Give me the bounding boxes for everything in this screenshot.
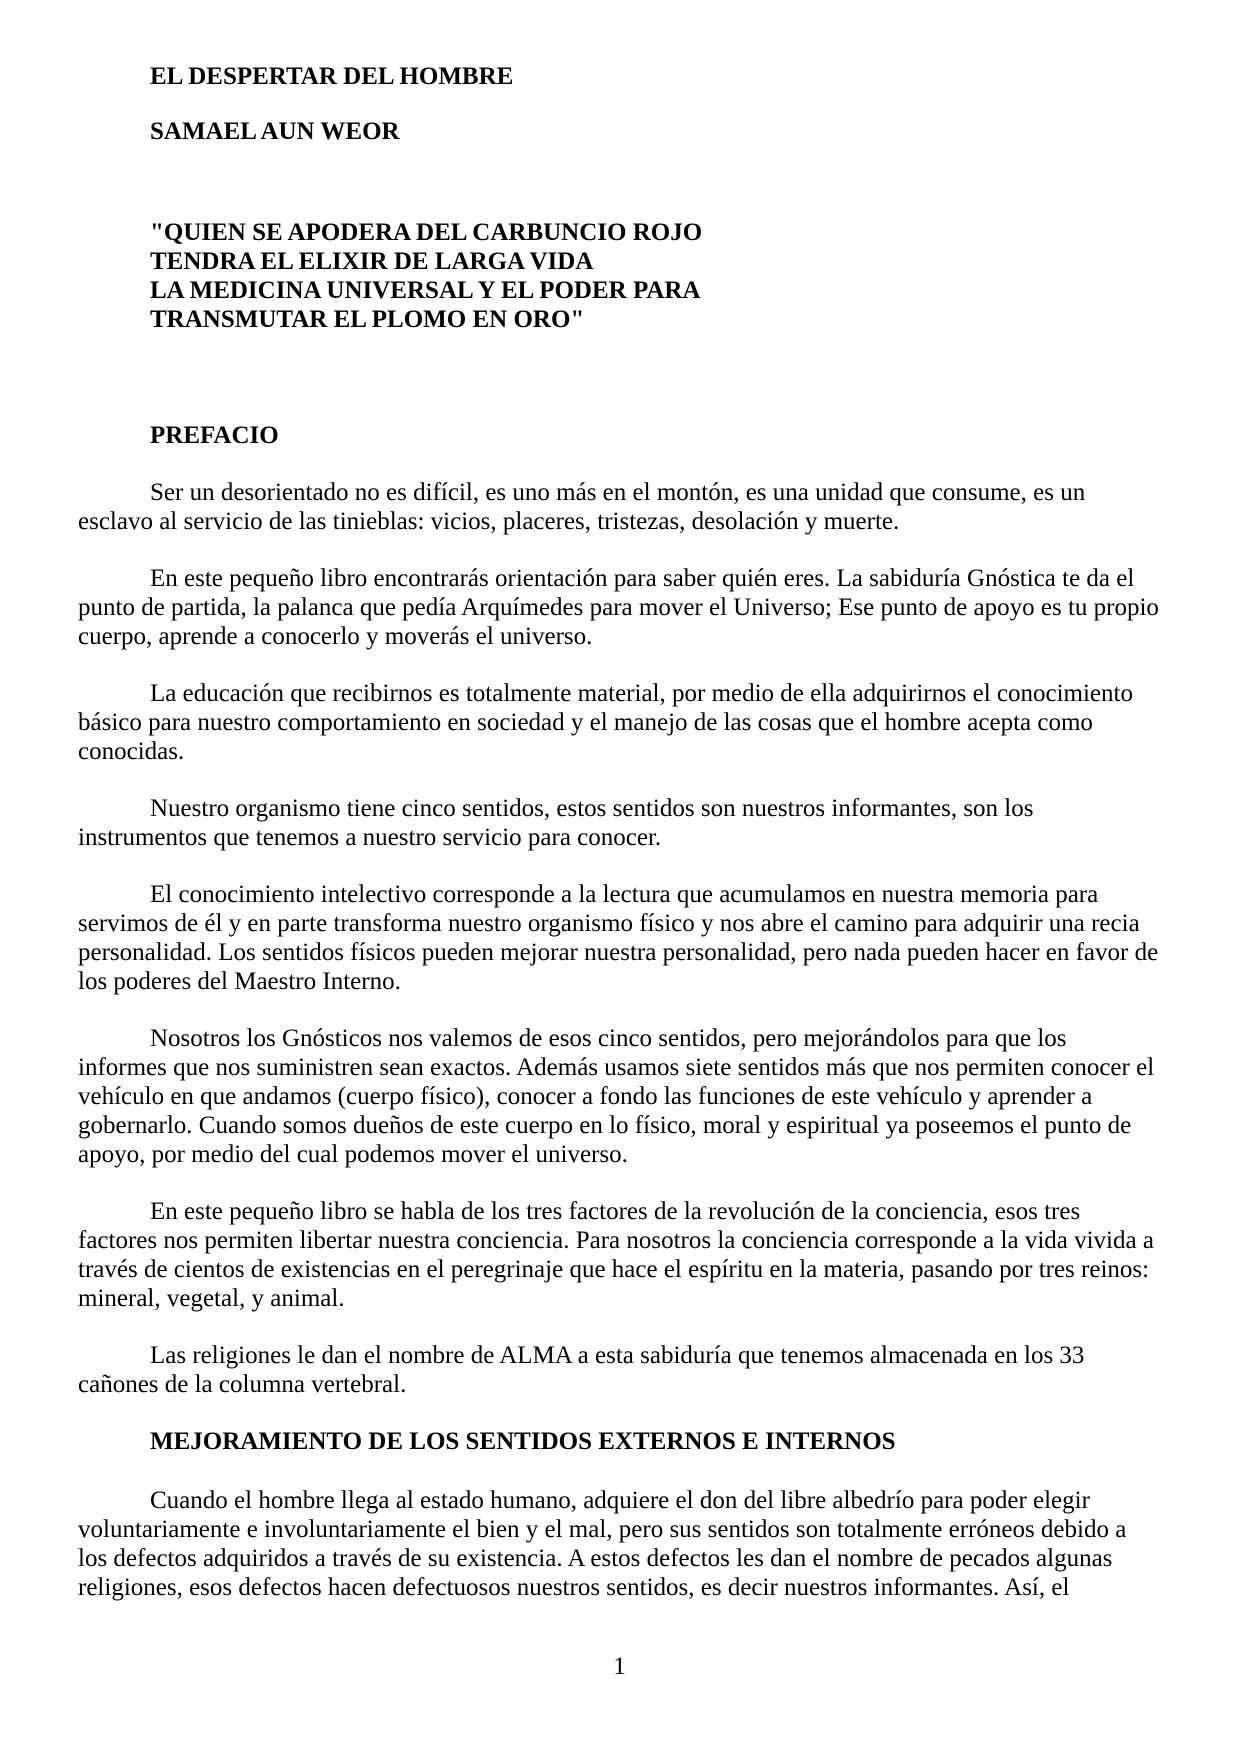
epigraph-line: TRANSMUTAR EL PLOMO EN ORO"	[150, 306, 585, 333]
epigraph-line: TENDRA EL ELIXIR DE LARGA VIDA	[150, 248, 594, 275]
paragraph: Nuestro organismo tiene cinco sentidos, estos sentidos son nuestros informantes, son los instrumentos que tenemos a nuestro servicio para conocer.	[78, 795, 1034, 851]
section-heading-mejoramiento: MEJORAMIENTO DE LOS SENTIDOS EXTERNOS E INTERNOS	[150, 1428, 896, 1455]
paragraph: Las religiones le dan el nombre de ALMA a esta sabiduría que tenemos almacenada en los 33 cañones de la columna vertebral.	[78, 1342, 1085, 1398]
epigraph	[150, 218, 1161, 334]
paragraph: El conocimiento intelectivo corresponde a la lectura que acumulamos en nuestra memoria para servimos de él y en parte transforma nuestro organismo físico y nos abre el camino para adquirir una recia personalidad. Los sentidos físicos pueden mejorar nuestra personalidad, pero nada pueden hacer en favor de los poderes del Maestro Interno.	[78, 881, 1159, 995]
paragraph: Ser un desorientado no es difícil, es uno más en el montón, es una unidad que consume, es un esclavo al servicio de las tinieblas: vicios, placeres, tristezas, desolación y muerte.	[78, 479, 1086, 535]
section-heading-prefacio: PREFACIO	[150, 422, 279, 449]
paragraph: En este pequeño libro se habla de los tres factores de la revolución de la conciencia, esos tres factores nos permiten libertar nuestra conciencia. Para nosotros la conciencia corresponde a la vida vivida a través de cientos de existencias en el peregrinaje que hace el espíritu en la materia, pasando por tres reinos: mineral, vegetal, y animal.	[78, 1198, 1154, 1312]
epigraph-line: "QUIEN SE APODERA DEL CARBUNCIO ROJO	[150, 219, 703, 246]
paragraph: Cuando el hombre llega al estado humano, adquiere el don del libre albedrío para poder elegir voluntariamente e involuntariamente el bien y el mal, pero sus sentidos son totalmente erróneos debido a los defectos adquiridos a través de su existencia. A estos defectos les dan el nombre de pecados algunas religiones, esos defectos hacen defectuosos nuestros sentidos, es decir nuestros informantes. Así, el	[78, 1487, 1127, 1601]
page-number: 1	[613, 1653, 626, 1680]
document-author: SAMAEL AUN WEOR	[150, 118, 400, 145]
document-title: EL DESPERTAR DEL HOMBRE	[150, 63, 514, 90]
paragraph: En este pequeño libro encontrarás orientación para saber quién eres. La sabiduría Gnóstica te da el punto de partida, la palanca que pedía Arquímedes para mover el Universo; Ese punto de apoyo es tu propio cuerpo, aprende a conocerlo y moverás el universo.	[78, 565, 1159, 650]
paragraph: La educación que recibirnos es totalmente material, por medio de ella adquirirnos el conocimiento básico para nuestro comportamiento en sociedad y el manejo de las cosas que el hombre acepta como conocidas.	[78, 680, 1133, 765]
paragraph: Nosotros los Gnósticos nos valemos de esos cinco sentidos, pero mejorándolos para que los informes que nos suministren sean exactos. Además usamos siete sentidos más que nos permiten conocer el vehículo en que andamos (cuerpo físico), conocer a fondo las funciones de este vehículo y aprender a gobernarlo. Cuando somos dueños de este cuerpo en lo físico, moral y espiritual ya poseemos el punto de apoyo, por medio del cual podemos mover el universo.	[78, 1025, 1155, 1168]
epigraph-line: LA MEDICINA UNIVERSAL Y EL PODER PARA	[150, 277, 701, 304]
